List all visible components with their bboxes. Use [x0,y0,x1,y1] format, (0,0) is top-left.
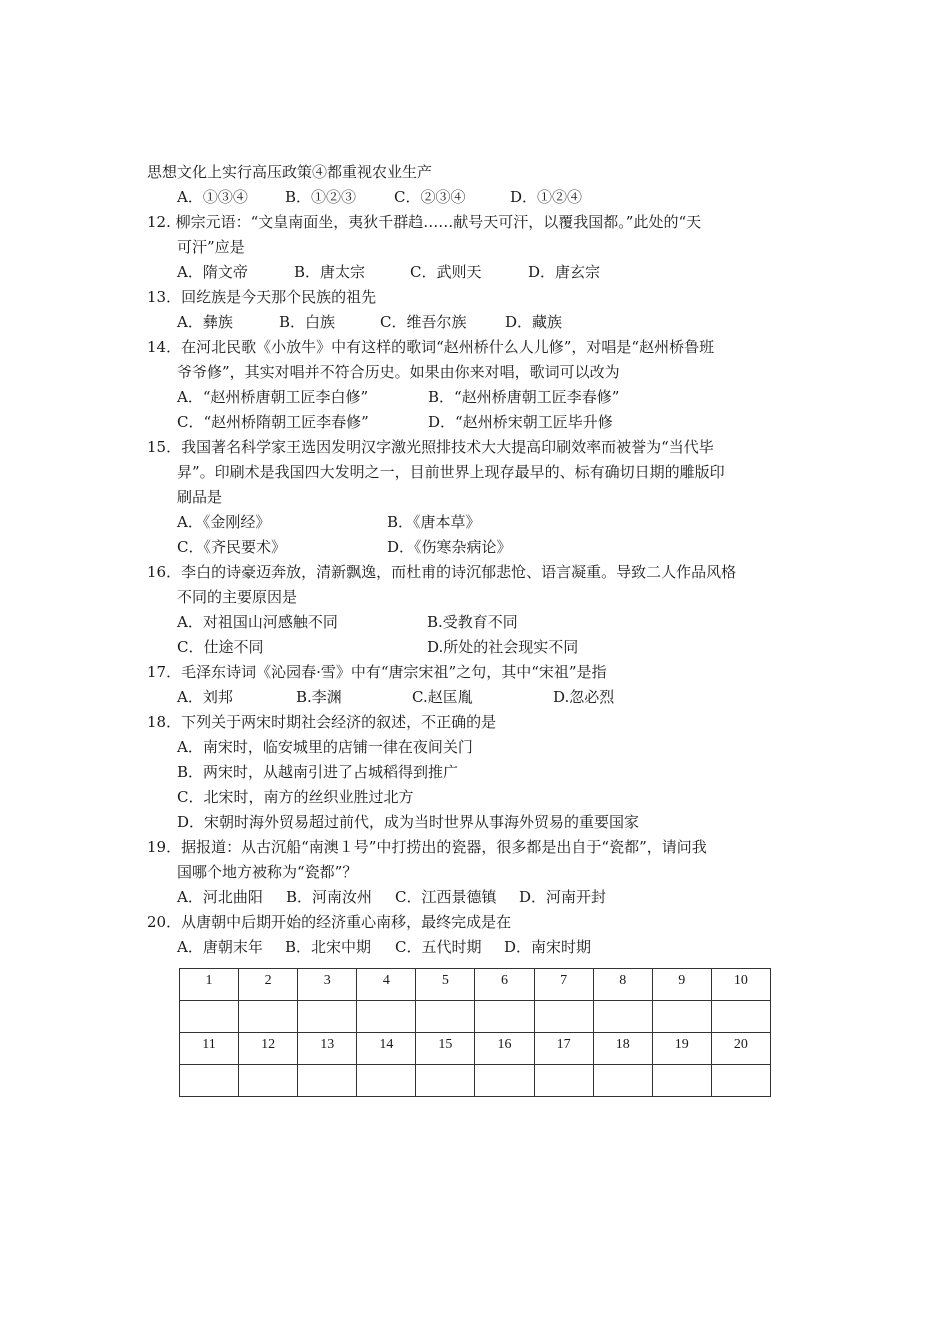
question-20-option-b: B．北宋中期 [285,938,372,956]
answer-number-cell: 1 [180,969,239,1001]
answer-number-cell: 6 [475,969,534,1001]
answer-blank-cell[interactable] [652,1001,711,1033]
answer-table [179,968,771,1097]
question-13-line-1: 13．回纥族是今天那个民族的祖先 [147,288,377,306]
answer-blank-cell[interactable] [593,1001,652,1033]
question-19-option-c: C．江西景德镇 [395,888,497,906]
question-19-option-d: D．河南开封 [519,888,607,906]
question-15-line-3: 刷品是 [177,488,223,506]
question-20-option-c: C．五代时期 [395,938,482,956]
answer-blank-cell[interactable] [534,1001,593,1033]
question-18-option-b: B．两宋时，从越南引进了占城稻得到推广 [177,763,459,781]
question-13-option-a: A．彝族 [177,313,233,331]
question-17-option-a: A．刘邦 [177,688,233,706]
question-15-option-d: D．《伤寒杂病论》 [387,538,512,556]
question-16-option-a: A．对祖国山河感触不同 [177,613,338,631]
question-12-option-c: C．武则天 [410,263,482,281]
answer-number-cell: 9 [652,969,711,1001]
answer-blank-cell[interactable] [475,1065,534,1097]
question-15-option-a: A．《金刚经》 [177,513,271,531]
answer-blank-cell[interactable] [298,1001,357,1033]
answer-blank-row [180,1065,771,1097]
answer-number-cell: 2 [239,969,298,1001]
answer-blank-cell[interactable] [239,1001,298,1033]
question-18-line-1: 18．下列关于两宋时期社会经济的叙述，不正确的是 [147,713,497,731]
answer-blank-cell[interactable] [180,1001,239,1033]
question-20-line-1: 20．从唐朝中后期开始的经济重心南移，最终完成是在 [147,913,512,931]
question-12-option-a: A．隋文帝 [177,263,248,281]
answer-number-cell: 4 [357,969,416,1001]
answer-number-cell: 14 [357,1033,416,1065]
answer-blank-cell[interactable] [711,1001,770,1033]
question-16-option-c: C．仕途不同 [177,638,264,656]
intro-option-a: A．①③④ [177,188,248,206]
question-17-option-d: D.忽必烈 [553,688,615,706]
answer-blank-cell[interactable] [534,1065,593,1097]
question-13-option-c: C．维吾尔族 [380,313,467,331]
answer-number-row [180,969,771,1001]
answer-blank-cell[interactable] [239,1065,298,1097]
answer-blank-cell[interactable] [298,1065,357,1097]
answer-number-cell: 20 [711,1033,770,1065]
answer-blank-cell[interactable] [180,1065,239,1097]
question-17-line-1: 17．毛泽东诗词《沁园春·雪》中有“唐宗宋祖”之句，其中“宋祖”是指 [147,663,607,681]
question-15-line-2: 昇”。印刷术是我国四大发明之一，目前世界上现存最早的、标有确切日期的雕版印 [177,463,725,481]
question-14-option-b: B．“赵州桥唐朝工匠李春修” [428,388,620,406]
question-13-option-d: D．藏族 [505,313,563,331]
question-12-line-1: 12. 柳宗元语：“文皇南面坐，夷狄千群趋……献号天可汗，以覆我国都。”此处的“天 [147,213,702,231]
question-16-option-b: B.受教育不同 [427,613,518,631]
question-14-line-2: 爷爷修”，其实对唱并不符合历史。如果由你来对唱，歌词可以改为 [177,363,620,381]
answer-number-cell: 13 [298,1033,357,1065]
question-17-option-c: C.赵匡胤 [412,688,473,706]
intro-option-c: C．②③④ [394,188,466,206]
answer-number-cell: 7 [534,969,593,1001]
question-17-option-b: B.李渊 [296,688,342,706]
answer-number-cell: 19 [652,1033,711,1065]
answer-blank-cell[interactable] [357,1001,416,1033]
question-12-option-b: B．唐太宗 [294,263,366,281]
question-19-line-2: 国哪个地方被称为“瓷都”？ [177,863,358,881]
question-18-option-a: A．南宋时，临安城里的店铺一律在夜间关门 [177,738,473,756]
answer-number-cell: 8 [593,969,652,1001]
answer-number-cell: 3 [298,969,357,1001]
question-14-line-1: 14．在河北民歌《小放牛》中有这样的歌词“赵州桥什么人儿修”，对唱是“赵州桥鲁班 [147,338,715,356]
answer-blank-cell[interactable] [593,1065,652,1097]
question-14-option-a: A．“赵州桥唐朝工匠李白修” [177,388,369,406]
intro-option-d: D．①②④ [510,188,583,206]
question-15-option-c: C．《齐民要术》 [177,538,286,556]
question-13-option-b: B．白族 [279,313,336,331]
answer-number-cell: 18 [593,1033,652,1065]
question-14-option-c: C．“赵州桥隋朝工匠李春修” [177,413,369,431]
answer-number-cell: 11 [180,1033,239,1065]
intro-option-b: B．①②③ [285,188,357,206]
answer-number-cell: 5 [416,969,475,1001]
answer-number-cell: 10 [711,969,770,1001]
question-19-option-b: B．河南汝州 [286,888,373,906]
question-16-option-d: D.所处的社会现实不同 [427,638,579,656]
answer-number-cell: 15 [416,1033,475,1065]
question-15-line-1: 15．我国著名科学家王选因发明汉字激光照排技术大大提高印刷效率而被誉为“当代毕 [147,438,714,456]
answer-blank-row [180,1001,771,1033]
answer-blank-cell[interactable] [711,1065,770,1097]
question-12-option-d: D．唐玄宗 [528,263,601,281]
question-12-line-2: 可汗”应是 [177,238,245,256]
question-15-option-b: B．《唐本草》 [387,513,481,531]
question-16-line-1: 16．李白的诗豪迈奔放，清新飘逸，而杜甫的诗沉郁悲怆、语言凝重。导致二人作品风格 [147,563,737,581]
answer-number-row [180,1033,771,1065]
question-14-option-d: D．“赵州桥宋朝工匠毕升修 [428,413,613,431]
question-20-option-a: A．唐朝末年 [177,938,263,956]
question-18-option-d: D．宋朝时海外贸易超过前代，成为当时世界从事海外贸易的重要国家 [177,813,640,831]
answer-number-cell: 17 [534,1033,593,1065]
answer-blank-cell[interactable] [416,1065,475,1097]
answer-blank-cell[interactable] [652,1065,711,1097]
intro-line: 思想文化上实行高压政策④都重视农业生产 [147,163,433,181]
question-16-line-2: 不同的主要原因是 [177,588,298,606]
answer-number-cell: 12 [239,1033,298,1065]
question-19-line-1: 19．据报道：从古沉船“南澳１号”中打捞出的瓷器，很多都是出自于“瓷都”，请问我 [147,838,707,856]
question-19-option-a: A．河北曲阳 [177,888,263,906]
answer-blank-cell[interactable] [357,1065,416,1097]
answer-blank-cell[interactable] [416,1001,475,1033]
answer-number-cell: 16 [475,1033,534,1065]
answer-blank-cell[interactable] [475,1001,534,1033]
question-20-option-d: D．南宋时期 [504,938,592,956]
question-18-option-c: C．北宋时，南方的丝织业胜过北方 [177,788,414,806]
